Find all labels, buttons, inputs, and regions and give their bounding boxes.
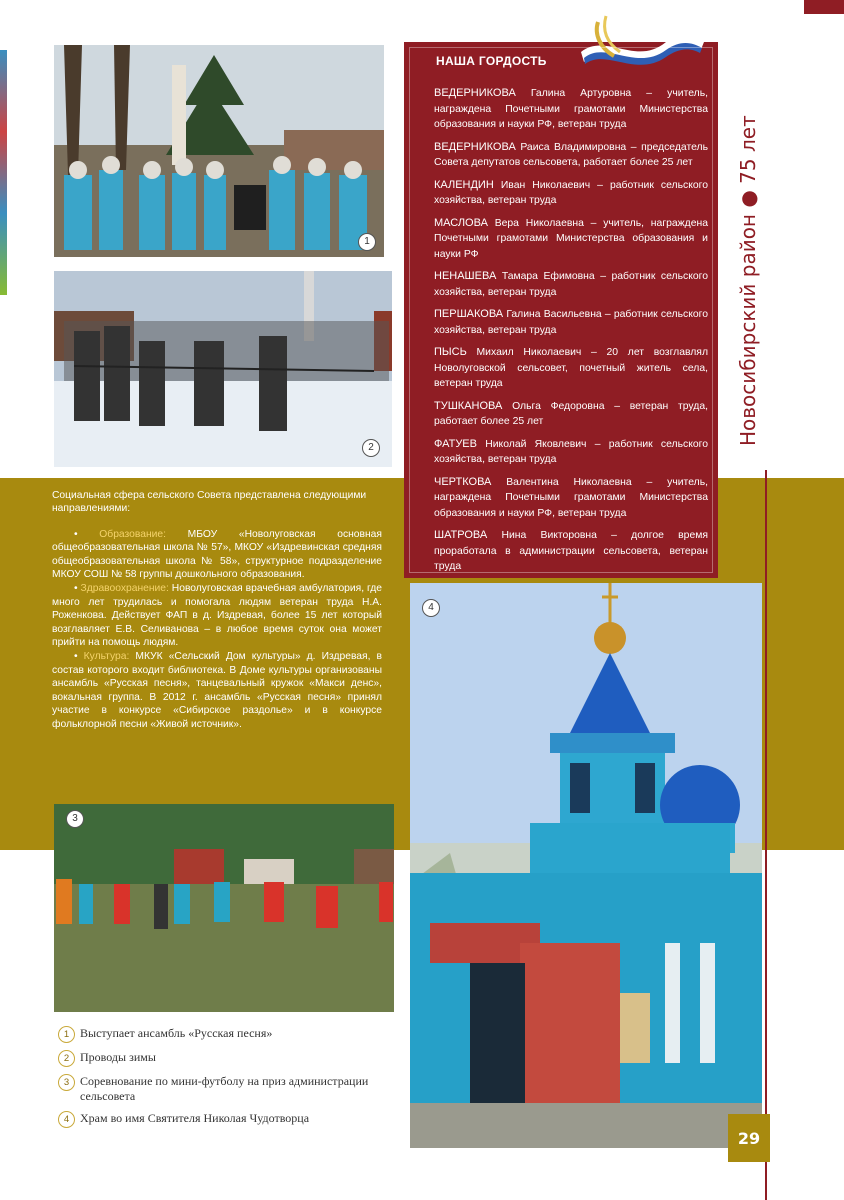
caption-text: Проводы зимы <box>80 1050 156 1064</box>
pride-entry: МАСЛОВА Вера Николаевна – учитель, награждена Почетными грамотами Министерства образования и науки РФ <box>434 216 708 260</box>
pride-list <box>434 86 708 582</box>
caption-item <box>58 1026 378 1043</box>
caption-text: Выступает ансамбль «Русская песня» <box>80 1026 273 1040</box>
pride-entry: ПЕРШАКОВА Галина Васильевна – работник сельского хозяйства, ветеран труда <box>434 308 708 336</box>
photo-number-badge: 2 <box>362 439 380 457</box>
caption-item <box>58 1111 378 1128</box>
pride-entry: ВЕДЕРНИКОВА Раиса Владимировна – председатель Совета депутатов сельсовета, работает более 25 лет <box>434 140 708 168</box>
side-vertical-rule <box>765 470 767 1200</box>
caption-text: Храм во имя Святителя Николая Чудотворца <box>80 1111 310 1125</box>
photo-captions <box>58 1026 378 1135</box>
caption-number: 3 <box>58 1074 75 1091</box>
photo-football <box>54 804 394 1012</box>
pride-entry: НЕНАШЕВА Тамара Ефимовна – работник сельского хозяйства, ветеран труда <box>434 270 708 298</box>
left-edge-photo-strip <box>0 50 7 295</box>
photo-winter-festival <box>54 271 392 467</box>
pride-entry: ВЕДЕРНИКОВА Галина Артуровна – учитель, награждена Почетными грамотами Министерства образования и науки РФ, ветеран труда <box>434 87 709 130</box>
side-vertical-title: Новосибирский район ● 75 лет <box>736 115 760 446</box>
our-pride-box <box>404 42 718 578</box>
caption-number: 2 <box>58 1050 75 1067</box>
photo-church <box>410 583 762 1148</box>
photo-ensemble <box>54 45 384 257</box>
pride-entry: ЧЕРТКОВА Валентина Николаевна – учитель, награждена Почетными грамотами Министерства образования и науки РФ, ветеран труда <box>434 475 708 519</box>
photo-number-badge: 1 <box>358 233 376 251</box>
social-intro: Социальная сфера сельского Совета представлена следующими направлениями: <box>52 490 367 515</box>
caption-item <box>58 1074 378 1104</box>
caption-number: 1 <box>58 1026 75 1043</box>
pride-entry: ШАТРОВА Нина Викторовна – долгое время проработала в администрации сельсовета, ветеран труда <box>434 529 708 572</box>
corner-decoration <box>804 0 844 14</box>
photo-number-badge: 4 <box>422 599 440 617</box>
pride-title: НАША ГОРДОСТЬ <box>436 54 547 68</box>
caption-number: 4 <box>58 1111 75 1128</box>
caption-text: Соревнование по мини-футболу на приз администрации сельсовета <box>80 1074 369 1103</box>
page-number: 29 <box>728 1114 770 1162</box>
pride-entry: ПЫСЬ Михаил Николаевич – 20 лет возглавлял Новолуговской сельсовет, почетный житель села, ветеран труда <box>434 346 709 389</box>
pride-entry: ТУШКАНОВА Ольга Федоровна – ветеран труда, работает более 25 лет <box>434 399 708 427</box>
social-item-education: • Образование: МБОУ «Новолуговская основная общеобразовательная школа № 57», МКОУ «Издревинская средняя общеобразовательная школа № 58», структурное подразделение МКОУ СОШ № 58 группы дошкольного образования. <box>52 528 382 581</box>
pride-entry: ФАТУЕВ Николай Яковлевич – работник сельского хозяйства, ветеран труда <box>434 437 708 465</box>
ribbon-emblem <box>576 12 706 72</box>
social-item-culture: • Культура: МКУК «Сельский Дом культуры» д. Издревая, в состав которого входит библиотека. В Доме культуры организованы ансамбль «Русская песня», танцевальный кружок «Макси денс», вокальная группа. В 2012 г. ансамбль «Русская песня» принял участие в конкурсе «Сибирское раздолье» и в конкурсе фольклорной песни «Живой источник». <box>52 651 382 730</box>
caption-item <box>58 1050 378 1067</box>
photo-number-badge: 3 <box>66 810 84 828</box>
pride-entry: КАЛЕНДИН Иван Николаевич – работник сельского хозяйства, ветеран труда <box>434 178 708 206</box>
social-sphere-text <box>52 489 382 732</box>
social-item-healthcare: • Здравоохранение: Новолуговская врачебная амбулатория, где много лет трудилась и помогала людям ветеран труда Н.А. Роженкова. Действует ФАП в д. Издревая, более 15 лет который возглавляет Е.В. Селиванова – в любое время суток она может прийти на помощь людям. <box>52 583 382 649</box>
